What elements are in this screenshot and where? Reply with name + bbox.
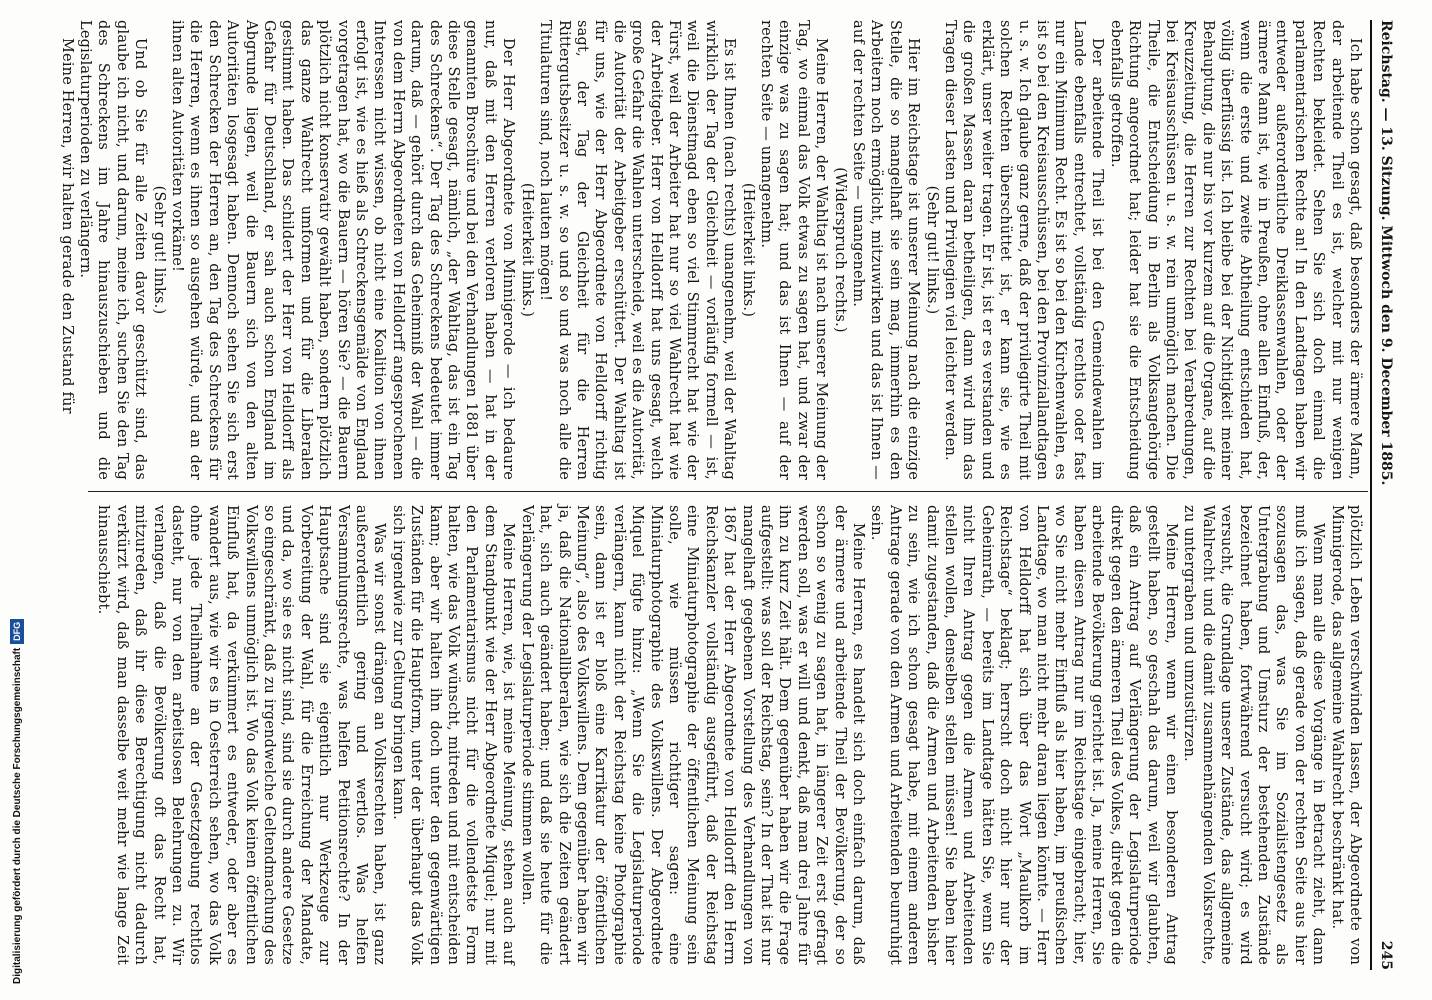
header-rule (1370, 20, 1372, 970)
interjection: (Sehr gut! links.) (150, 185, 167, 315)
paragraph: Hier im Reichstage ist unserer Meinung nach die einzige Stelle, die so mangelhaft sie sein mag, immerhin es den Arbeitern noch ermöglicht, mitzuwirken und das ist Ihnen — auf der rechten Seite — unangenehm. (850, 20, 922, 480)
paragraph: Meine Herren, wie, ist meine Meinung, stehen auch auf dem Standpunkt wie der Herr Abgeordnete Miquel; nur mit den Parlamentarismus nicht für die vollendetste Form halten, wie das Volk wünscht, mitreden und mit entscheiden kann; aber wir halten ihn doch unter den gegenwärtigen Zuständen für die Hauptform, unter der überhaupt das Volk sich irgendwie zur Geltung bringen kann. (389, 505, 517, 965)
paragraph: Meine Herren, wir halten gerade den Zustand für (58, 38, 75, 414)
running-header (1374, 20, 1394, 970)
paragraph: Der Herr Abgeordnete von Minnigerode — ich bedaure nur, daß mit den Herren verloren haben — hat in der genannten Broschüre und bei den Verhandlungen 1881 über diese Stelle gesagt, nämlich, „der Wahltag, das ist ein Tag des Schreckens“. Der Tag des Schreckens bedeutet immer darum, daß — gehört durch das Geheimniß der Wahl — die von dem Herrn Abgeordneten von Helldorff angesprochenen Interessen nicht wissen, ob nicht eine Koalition von ihnen erfolgt ist, wie es hieß als Schreckensgemälde von England vorgetragen hat, wo die Bauern — hören Sie? — die Bauern plötzlich nicht konservativ gewählt haben, sondern plötzlich das ganze Wahlrecht umformen und für die Liberalen gestimmt haben. Das schildert der Herr von Helldorff als Gefahr für Deutschland, er sah auch schon England im Abgrunde liegen, weil die Bauern sich von den alten Autoritäten losgesagt haben. Dennoch sehen Sie sich erst den Schrecken der Herren an, den Tag des Schreckens für die Herren, wenn es ihnen so ausgehen würde, und an der ihnen alten Autoritäten vorkäme! (169, 20, 517, 480)
paragraph: Was wir sonst drängen an Volksrechten haben, ist ganz außerordentlich gering und wertlos. Was helfen Versammlungsrechte, was helfen Petitionsrechte? In der Hauptsache sind sie eigentlich nur Werkzeuge zur Vorbereitung der Wahl, für die Erreichung der Mandate, und da, wo sie es nicht sind, sind sie durch andere Gesetze so eingeschränkt, daß zu irgendwelche Geltendmachung des Volkswillens unmöglich ist. Wo das Volk keinen öffentlichen Einfluß hat, da verkümmert es entweder, oder aber es wandert aus, wie wir es in Oesterreich sehen, wo das Volk ohne jede Theilnahme an der Gesetzgebung rechtlos dasteht, nur von den arbeitslosen Belehrungen zu. Wir verlangen, daß die Bevölkerung oft das Recht hat, mitzureden, daß ihr diese Berechtigung nicht dadurch verkürzt wird, daß man dasselbe weit mehr wie lange Zeit hinausschiebt. (95, 505, 388, 965)
dfg-logo: DFG (10, 619, 24, 644)
digitization-credit (10, 604, 24, 984)
paragraph: Der arbeitende Theil ist bei den Gemeindewahlen im Lande ebenfalls entrechtet, vollständig rechtlos oder fast nur ein Minimum Recht. Es ist so bei den Kirchenwahlen, es ist so bei den Kreisausschüssen, bei den Provinziallandtagen u. s. w. Ich glaube ganz gerne, daß der privilegirte Theil mit solchen Rechten überschüttet ist, er kann sie, wie es erklärt, unser weiter tragen. Er ist, ist er es verstanden und die großen Massen daran betheiligen, dann wird ihm das Tragen dieser Lasten und Privilegien viel leichter werden. (942, 20, 1106, 480)
left-column (58, 20, 1364, 480)
interjection: (Sehr gut! links.) (923, 185, 940, 315)
rotated-page-content (60, 0, 1400, 1000)
paragraph: plötzlich Leben verschwinden lassen, der Abgeordnete von Minnigerode, das allgemeine Wahlrecht beschränkt hat. (1328, 505, 1363, 965)
header-title: Reichstag. — 13. Sitzung. Mittwoch den 9. December 1885. (1378, 20, 1394, 486)
paragraph: Meine Herren, wenn wir einen besonderen Antrag gestellt haben, so geschah das darum, weil wir glaubten, daß ein Antrag auf Verlängerung der Legislaturperiode direkt gegen den ärmeren Theil des Volkes, direkt gegen die arbeitende Bevölkerung gerichtet ist. Ja, meine Herren, Sie haben diesen Antrag nur im Reichstage eingebracht; hier, wo Sie nicht mehr Einfluß als hier haben, im preußischen Landtage, wo man nicht mehr daran liegen könnte. — Herr von Helldorff hat sich über das Wort „Maulkorb im Reichstage“ beklagt; herrscht doch nicht hier nur der Geheimrath, — bereits im Landtage hätten Sie, wenn Sie nicht Ihren Antrag gegen die Armen und Arbeitenden stellen wollen, denselben stellen müssen! Sie haben hier damit zugestanden, daß die Armen und Arbeitenden bisher zu sein, wie ich schon gesagt habe, mit einem anderen Antrage gerade von den Armen und Arbeitenden beunruhigt sein. (868, 505, 1179, 965)
paragraph: Wenn man alle diese Vorgänge in Betracht zieht, dann muß ich sagen, daß gerade von der rechten Seite aus hier sozusagen das, was Sie im Sozialistengesetz als Untergrabung und Umsturz der bestehenden Zustände bezeichnet haben, fortwährend versucht wird; es wird versucht, die Grundlage unserer Zustände, das allgemeine Wahlrecht und die damit zusammenhängenden Volksrechte, zu untergraben und umzustürzen. (1181, 505, 1327, 965)
interjection: (Heiterkeit links.) (518, 182, 535, 318)
paragraph: Meine Herren, der Wahltag ist nach unserer Meinung der Tag, wo einmal das Volk etwas zu sagen hat, und zwar der einzige was zu sagen hat; und das ist Ihnen — auf der rechten Seite — unangenehm. (758, 20, 830, 480)
column-divider (88, 491, 1368, 492)
interjection: (Heiterkeit links.) (739, 182, 756, 318)
paragraph: Ich habe schon gesagt, daß besonders der ärmere Mann, der arbeitende Theil es ist, welcher mit nur wenigen Rechten bekleidet. Sehen Sie sich doch einmal die parlamentarischen Rechte an! In den Landtagen haben wir entweder außerordentliche Dreiklassenwahlen, oder der ärmere Mann ist, wie in Preußen, ohne allen Einfluß, der, wenn die erste und zweite Abtheilung entschieden hat, völlig überflüssig ist. Ich bleibe bei der Nichtigkeit meiner Behauptung, die nur bis vor kurzem auf die Organe, auf die Kreuzzeitung, die Herren zur Rechten bei Verabredungen, bei Kreisausschüssen u. s. w. rein unmöglich machen. Die Theile, die Entscheidung in Berlin als Volksangehörige Richtung angeordnet hat; leider hat sie die Entscheidung ebenfalls getroffen. (1107, 20, 1363, 480)
paragraph: Es ist Ihnen (nach rechts) unangenehm, weil der Wahltag wirklich der Tag der Gleichheit — vorläufig formell — ist, weil die Dienstmagd eben so viel Stimmrecht hat wie der Fürst, weil der Arbeiter hat nur so viel Wahlrecht hat wie der Arbeitgeber. Herr von Helldorff hat uns gesagt, welch große Gefahr die Wahlen unterscheide, weil es die Autorität, die Autorität der Arbeitgeber erschüttert. Der Wahltag ist für uns, wie der Herr Abgeordnete von Helldorff richtig sagt, der Tag der Gleichheit für die Herren Rittergutsbesitzer u. s. w. so und so und was noch alle die Titulaturen sind, noch lauten mögen! (537, 20, 738, 480)
paragraph: Und ob Sie für alle Zeiten davor geschützt sind, das glaube ich nicht, und darum, meine ich, suchen Sie den Tag des Schreckens im Jahre hinauszuschieben und die Legislaturperioden zu verlängern. (76, 20, 149, 480)
credit-text: Digitalisierung gefördert durch die Deutsche Forschungsgemeinschaft (12, 647, 23, 984)
page-number: 245 (1378, 940, 1394, 970)
paragraph: Meine Herren, es handelt sich doch einfach darum, daß der ärmere und arbeitende Theil der Bevölkerung, der so schon so wenig zu sagen hat, in längerer Zeit erst gefragt werden soll, was er will und denkt, daß man drei Jahre für ihn zu kurz Zeit hält. Dem gegenüber haben wir die Frage aufgestellt: was soll der Reichstag, sein? In der That ist nur mangelhaft gegebenen Vorstellung des Verhandlungen von 1867 hat der Herr Abgeordnete von Helldorff den Herrn Reichskanzler vollständig ausgeführt, daß der Reichstag eine Miniaturphotographie der öffentlichen Meinung sein solle, wie müssen richtiger sagen: eine Miniaturphotographie des Volkswillens. Der Abgeordnete Miquel fügte hinzu: „Wenn Sie die Legislaturperiode verlängern, kann nicht der Reichstag keine Photographie sein, dann ist er bloß eine Karrikatur der öffentlichen Meinung“, also des Volkswillens. Dem gegenüber haben wir ja, daß die Nationalliberalen, wie sich die Zeiten geändert hat, sich auch geändert haben; und daß sie heute für die Verlängerung der Legislaturperiode stimmen wollen. (518, 505, 867, 965)
right-column (84, 505, 1364, 965)
interjection: (Widerspruch rechts.) (831, 167, 848, 333)
